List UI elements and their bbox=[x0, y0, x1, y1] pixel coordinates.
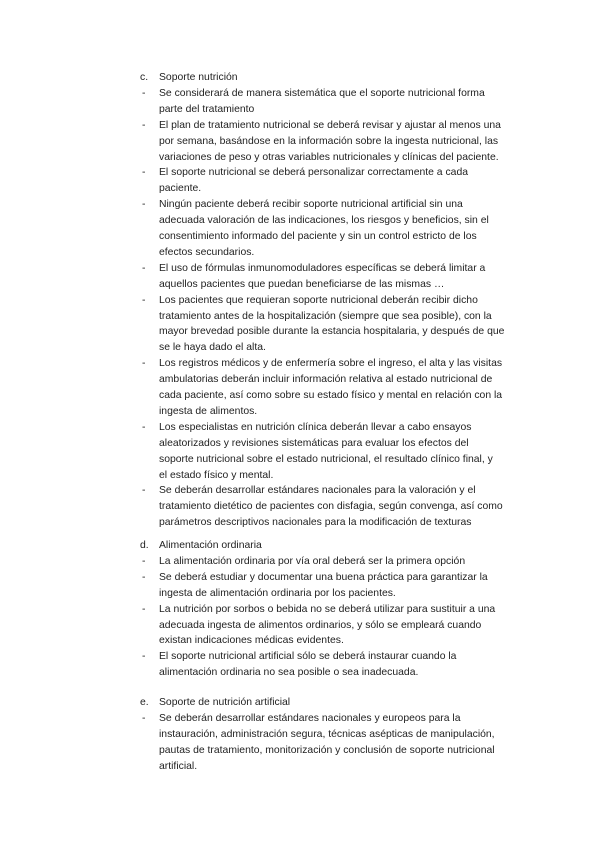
list-item-line: parte del tratamiento bbox=[159, 103, 255, 115]
list-item-line: El plan de tratamiento nutricional se deberá revisar y ajustar al menos una bbox=[159, 119, 501, 131]
list-item-line: Se considerará de manera sistemática que el soporte nutricional forma bbox=[159, 87, 485, 99]
list-item-line: Los especialistas en nutrición clínica deberán llevar a cabo ensayos bbox=[159, 421, 472, 433]
bullet-dash: - bbox=[142, 485, 146, 497]
list-item-line: instauración, administración segura, técnicas asépticas de manipulación, bbox=[159, 728, 495, 740]
section-marker: c. bbox=[140, 72, 149, 83]
list-item-line: tratamiento antes de la hospitalización (siempre que sea posible), con la bbox=[159, 310, 492, 322]
list-item-line: variaciones de peso y otras variables nutricionales y clínicas del paciente. bbox=[159, 151, 499, 163]
list-item-line: ingesta de alimentos. bbox=[159, 405, 258, 417]
section-heading: Soporte nutrición bbox=[159, 72, 238, 83]
section-marker: e. bbox=[140, 697, 149, 708]
section-heading: Alimentación ordinaria bbox=[159, 540, 262, 551]
list-item-line: ambulatorias deberán incluir información relativa al estado nutricional de bbox=[159, 374, 493, 386]
list-item-line: soporte nutricional sobre el estado nutricional, el resultado clínico final, y bbox=[159, 453, 493, 465]
list-item-line: tratamiento dietético de pacientes con disfagia, según convenga, así como bbox=[159, 501, 503, 513]
bullet-dash: - bbox=[142, 603, 146, 615]
bullet-dash: - bbox=[142, 421, 146, 433]
list-item-line: Los registros médicos y de enfermería sobre el ingreso, el alta y las visitas bbox=[159, 358, 503, 370]
list-item-line: efectos secundarios. bbox=[159, 246, 255, 258]
bullet-dash: - bbox=[142, 651, 146, 663]
list-item-line: cada paciente, así como sobre su estado físico y mental en relación con la bbox=[159, 390, 503, 401]
list-item-line: el estado físico y mental. bbox=[159, 469, 274, 481]
bullet-dash: - bbox=[142, 167, 146, 179]
list-item-line: consentimiento informado del paciente y sin un control estricto de los bbox=[159, 231, 477, 242]
list-item-line: paciente. bbox=[159, 183, 202, 195]
list-item-line: existan indicaciones médicas evidentes. bbox=[159, 635, 344, 647]
bullet-dash: - bbox=[142, 555, 146, 567]
list-item-line: Se deberán desarrollar estándares nacionales y europeos para la bbox=[159, 712, 461, 724]
list-item-line: mayor brevedad posible durante la estancia hospitalaria, y después de que bbox=[159, 326, 505, 338]
bullet-dash: - bbox=[142, 571, 146, 583]
list-item-line: aleatorizados y revisiones sistemáticas para evaluar los efectos del bbox=[159, 437, 469, 449]
list-item-line: Ningún paciente deberá recibir soporte nutricional artificial sin una bbox=[159, 199, 463, 211]
list-item-line: La nutrición por sorbos o bebida no se deberá utilizar para sustituir a una bbox=[159, 603, 496, 615]
list-item-line: Se deberá estudiar y documentar una buena práctica para garantizar la bbox=[159, 571, 488, 583]
list-item-line: El uso de fórmulas inmunomoduladores específicas se deberá limitar a bbox=[159, 262, 486, 274]
list-item-line: pautas de tratamiento, monitorización y conclusión de soporte nutricional bbox=[159, 744, 495, 756]
list-item-line: Se deberán desarrollar estándares nacionales para la valoración y el bbox=[159, 485, 476, 497]
list-item-line: El soporte nutricional se deberá personalizar correctamente a cada bbox=[159, 167, 469, 179]
list-item-line: El soporte nutricional artificial sólo se deberá instaurar cuando la bbox=[159, 651, 457, 663]
list-item-line: adecuada valoración de las indicaciones, los riesgos y beneficios, sin el bbox=[159, 215, 489, 227]
list-item-line: por semana, basándose en la información sobre la ingesta nutricional, las bbox=[159, 135, 499, 147]
bullet-dash: - bbox=[142, 294, 146, 306]
list-item-line: se le haya dado el alta. bbox=[159, 342, 266, 354]
bullet-dash: - bbox=[142, 712, 146, 724]
bullet-dash: - bbox=[142, 199, 146, 211]
bullet-dash: - bbox=[142, 119, 146, 131]
bullet-dash: - bbox=[142, 87, 146, 99]
list-item-line: ingesta de alimentación ordinaria por los pacientes. bbox=[159, 587, 396, 599]
bullet-dash: - bbox=[142, 358, 146, 370]
list-item-line: aquellos pacientes que puedan beneficiarse de las mismas … bbox=[159, 278, 445, 290]
list-item-line: adecuada ingesta de alimentos ordinarios, y sólo se empleará cuando bbox=[159, 619, 482, 631]
section-marker: d. bbox=[140, 540, 149, 551]
section-heading: Soporte de nutrición artificial bbox=[159, 697, 291, 708]
list-item-line: La alimentación ordinaria por vía oral deberá ser la primera opción bbox=[159, 555, 466, 567]
list-item-line: parámetros descriptivos nacionales para la modificación de texturas bbox=[159, 517, 472, 529]
list-item-line: artificial. bbox=[159, 760, 198, 772]
bullet-dash: - bbox=[142, 262, 146, 274]
list-item-line: alimentación ordinaria no sea posible o sea inadecuada. bbox=[159, 667, 419, 679]
list-item-line: Los pacientes que requieran soporte nutricional deberán recibir dicho bbox=[159, 294, 478, 306]
